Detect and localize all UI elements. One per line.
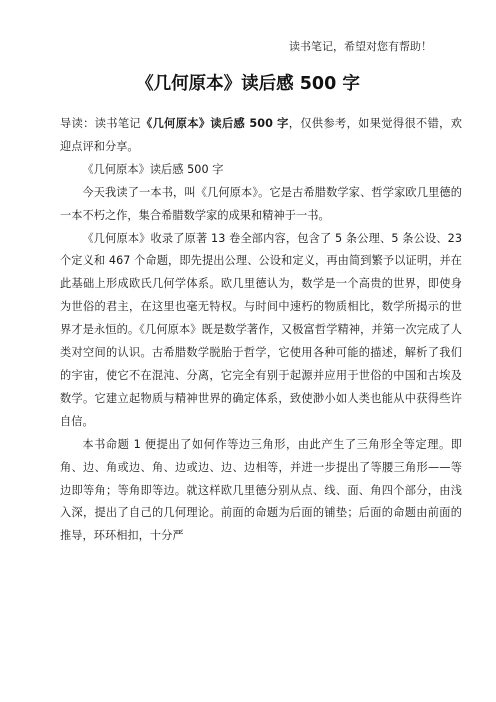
document-title: 《几何原本》读后感 500 字	[136, 74, 360, 94]
paragraph-1: 今天我读了一本书，叫《几何原本》。它是古希腊数学家、哲学家欧几里德的一本不朽之作，集合希腊数学家的成果和精神于一书。	[60, 185, 462, 222]
document-body	[60, 113, 462, 548]
subheading: 《几何原本》读后感 500 字	[82, 162, 224, 176]
paragraph-3: 本书命题 1 便提出了如何作等边三角形，由此产生了三角形全等定理。即角、边、角或边、角、边或边、边、边相等，并进一步提出了等腰三角形——等边即等角；等角即等边。就这样欧几里德分别从点、线、面、角四个部分，由浅入深，提出了自己的几何理论。前面的命题为后面的铺垫；后面的命题由前面的推导，环环相扣，十分严	[60, 437, 462, 543]
intro-suffix: ，仅供参考，如果觉得很不错，欢迎点评和分享。	[60, 117, 462, 153]
header-note: 读书笔记，希望对您有帮助！	[289, 40, 432, 53]
paragraph-2: 《几何原本》收录了原著 13 卷全部内容，包含了 5 条公理、5 条公设、23 个定义和 467 个命题，即先提出公理、公设和定义，再由简到繁予以证明，并在此基础上形成欧氏几何学体系。欧几里德认为，数学是一个高贵的世界，即使身为世俗的君主，在这里也毫无特权。与时间中速朽的物质相比，数学所揭示的世界才是永恒的。《几何原本》既是数学著作，又极富哲学精神，并第一次完成了人类对空间的认识。古希腊数学脱胎于哲学，它使用各种可能的描述，解析了我们的宇宙，使它不在混沌、分离，它完全有别于起源并应用于世俗的中国和古埃及数学。它建立起物质与精神世界的确定体系，致使渺小如人类也能从中获得些许自信。	[60, 231, 462, 428]
intro-prefix: 导读：读书笔记	[60, 117, 141, 130]
intro-bold-title: 《几何原本》读后感 500 字	[141, 117, 289, 130]
intro-paragraph	[60, 113, 462, 159]
